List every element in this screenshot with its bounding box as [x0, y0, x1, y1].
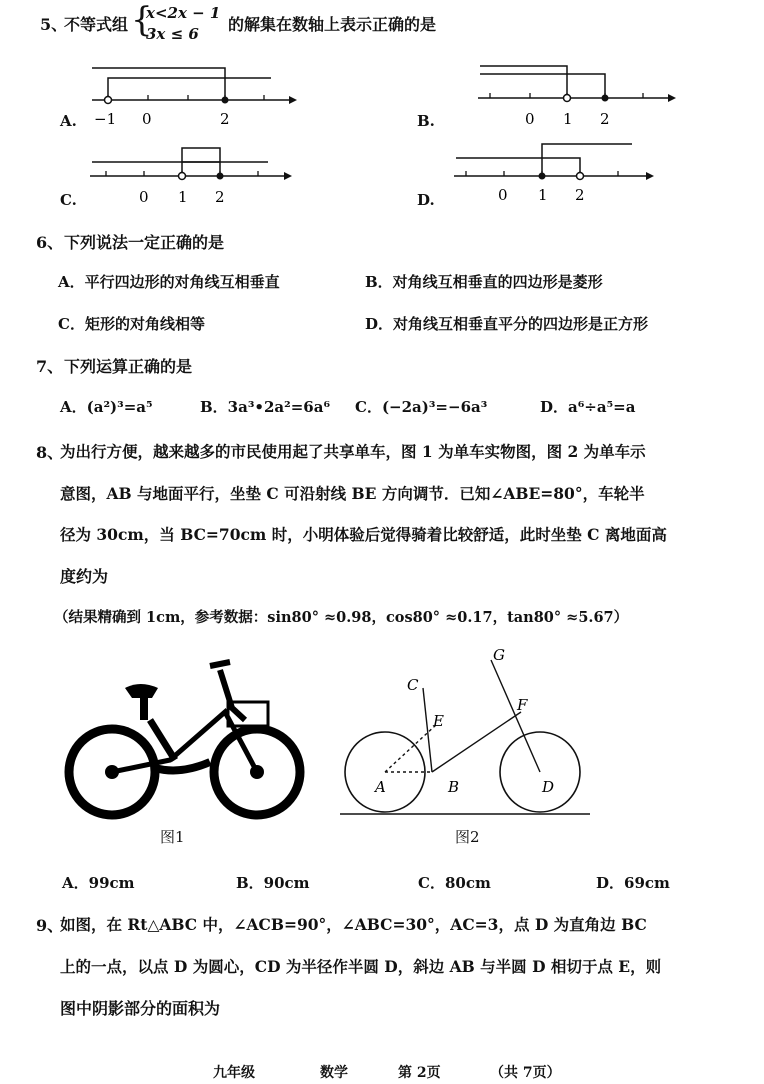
- axis-arrow: [646, 172, 654, 180]
- q9-text-line-1: 如图，在 Rt△ABC 中，∠ACB=90°，∠ABC=30°，AC=3，点 D 为直角边 BC: [60, 915, 647, 934]
- q7-option-d[interactable]: D．a⁶÷a⁵=a: [540, 398, 636, 416]
- q6-stem: 下列说法一定正确的是: [64, 233, 225, 252]
- q7-stem: 下列运算正确的是: [64, 357, 193, 376]
- upper-ray: [480, 66, 567, 98]
- q6-option-b[interactable]: B．对角线互相垂直的四边形是菱形: [365, 273, 603, 291]
- q8-text-line-2: 意图，AB 与地面平行，坐垫 C 可沿射线 BE 方向调节．已知∠ABE=80°，车轮半: [60, 484, 645, 503]
- q7-option-b[interactable]: B．3a³•2a²=6a⁶: [200, 398, 331, 416]
- q5-option-b-letter[interactable]: B.: [417, 112, 435, 130]
- q5-inequality-2: 3x ≤ 6: [146, 25, 199, 43]
- tick-label: 1: [563, 110, 573, 128]
- q6-option-a[interactable]: A．平行四边形的对角线互相垂直: [58, 273, 280, 291]
- tick-label: 2: [220, 110, 230, 128]
- q5-stem-post: 的解集在数轴上表示正确的是: [228, 15, 437, 34]
- tick-label: 2: [215, 188, 225, 206]
- closed-point: [539, 173, 546, 180]
- q5-brace: {: [131, 0, 153, 40]
- axis-arrow: [289, 96, 297, 104]
- q8-reference-note: （结果精确到 1cm，参考数据：sin80° ≈0.98，cos80° ≈0.17，tan80° ≈5.67）: [54, 609, 629, 626]
- label-g: G: [493, 646, 505, 664]
- footer-subject: 数学: [320, 1065, 348, 1081]
- left-ray: [456, 158, 580, 176]
- label-c: C: [407, 676, 419, 694]
- q7-option-c[interactable]: C．(−2a)³=−6a³: [355, 398, 488, 416]
- tick-label: 0: [525, 110, 535, 128]
- label-d: D: [542, 778, 555, 796]
- q6-number: 6、: [36, 233, 64, 252]
- tick-label: 0: [142, 110, 152, 128]
- q9-text-line-2: 上的一点，以点 D 为圆心，CD 为半径作半圆 D，斜边 AB 与半圆 D 相切于点 E，则: [60, 957, 662, 976]
- open-point: [577, 173, 584, 180]
- footer-total-pages: （共 7页）: [490, 1065, 561, 1081]
- label-f: F: [517, 696, 528, 714]
- label-e: E: [433, 712, 444, 730]
- closed-point: [222, 97, 229, 104]
- figure-2-caption: 图2: [455, 828, 480, 846]
- closed-point: [217, 173, 224, 180]
- q8-option-a[interactable]: A．99cm: [62, 874, 135, 892]
- q5-number: 5、: [40, 15, 68, 34]
- q5-option-c-letter[interactable]: C.: [60, 191, 77, 209]
- tick-label: 2: [575, 186, 585, 204]
- q8-option-b[interactable]: B．90cm: [236, 874, 310, 892]
- left-open-ray: [108, 78, 271, 100]
- q8-number: 8、: [36, 443, 64, 462]
- q7-option-a[interactable]: A．(a²)³=a⁵: [60, 398, 153, 416]
- right-closed-ray: [92, 68, 225, 100]
- q5-option-c-number-line[interactable]: [84, 140, 299, 210]
- q8-option-d[interactable]: D．69cm: [596, 874, 670, 892]
- axis-arrow: [284, 172, 292, 180]
- open-point: [179, 173, 186, 180]
- label-a: A: [375, 778, 386, 796]
- closed-point: [602, 95, 609, 102]
- q8-text-line-4: 度约为: [60, 567, 109, 586]
- q6-option-c[interactable]: C．矩形的对角线相等: [58, 315, 205, 333]
- q5-inequality-1: x<2x − 1: [146, 4, 221, 22]
- q8-option-c[interactable]: C．80cm: [418, 874, 491, 892]
- open-point: [564, 95, 571, 102]
- q8-text-line-3: 径为 30cm，当 BC=70cm 时，小明体验后觉得骑着比较舒适，此时坐垫 C 离地面高: [60, 525, 667, 544]
- q7-number: 7、: [36, 357, 64, 376]
- q5-option-a-letter[interactable]: A.: [60, 112, 77, 130]
- q5-stem-pre: 不等式组: [64, 15, 129, 34]
- q5-option-a-number-line[interactable]: [84, 52, 299, 132]
- q8-text-line-1: 为出行方便，越来越多的市民使用起了共享单车，图 1 为单车实物图，图 2 为单车示: [60, 442, 646, 461]
- q5-option-d-number-line[interactable]: [448, 136, 663, 210]
- q9-number: 9、: [36, 916, 64, 935]
- bicycle-diagram: [335, 640, 605, 820]
- tick-label: 1: [178, 188, 188, 206]
- axis-arrow: [668, 94, 676, 102]
- tick-label: 1: [538, 186, 548, 204]
- label-b: B: [448, 778, 460, 796]
- tick-label: 0: [139, 188, 149, 206]
- tick-label: −1: [94, 110, 117, 128]
- tick-label: 0: [498, 186, 508, 204]
- q6-option-d[interactable]: D．对角线互相垂直平分的四边形是正方形: [365, 315, 649, 333]
- figure-1-caption: 图1: [160, 828, 185, 846]
- footer-page: 第 2页: [398, 1065, 441, 1081]
- open-point: [105, 97, 112, 104]
- q5-option-b-number-line[interactable]: [470, 52, 685, 132]
- footer-grade: 九年级: [213, 1065, 255, 1081]
- q5-option-d-letter[interactable]: D.: [417, 191, 435, 209]
- bicycle-photo: [60, 650, 305, 820]
- lower-ray: [480, 74, 605, 98]
- q9-text-line-3: 图中阴影部分的面积为: [60, 999, 221, 1018]
- tick-label: 2: [600, 110, 610, 128]
